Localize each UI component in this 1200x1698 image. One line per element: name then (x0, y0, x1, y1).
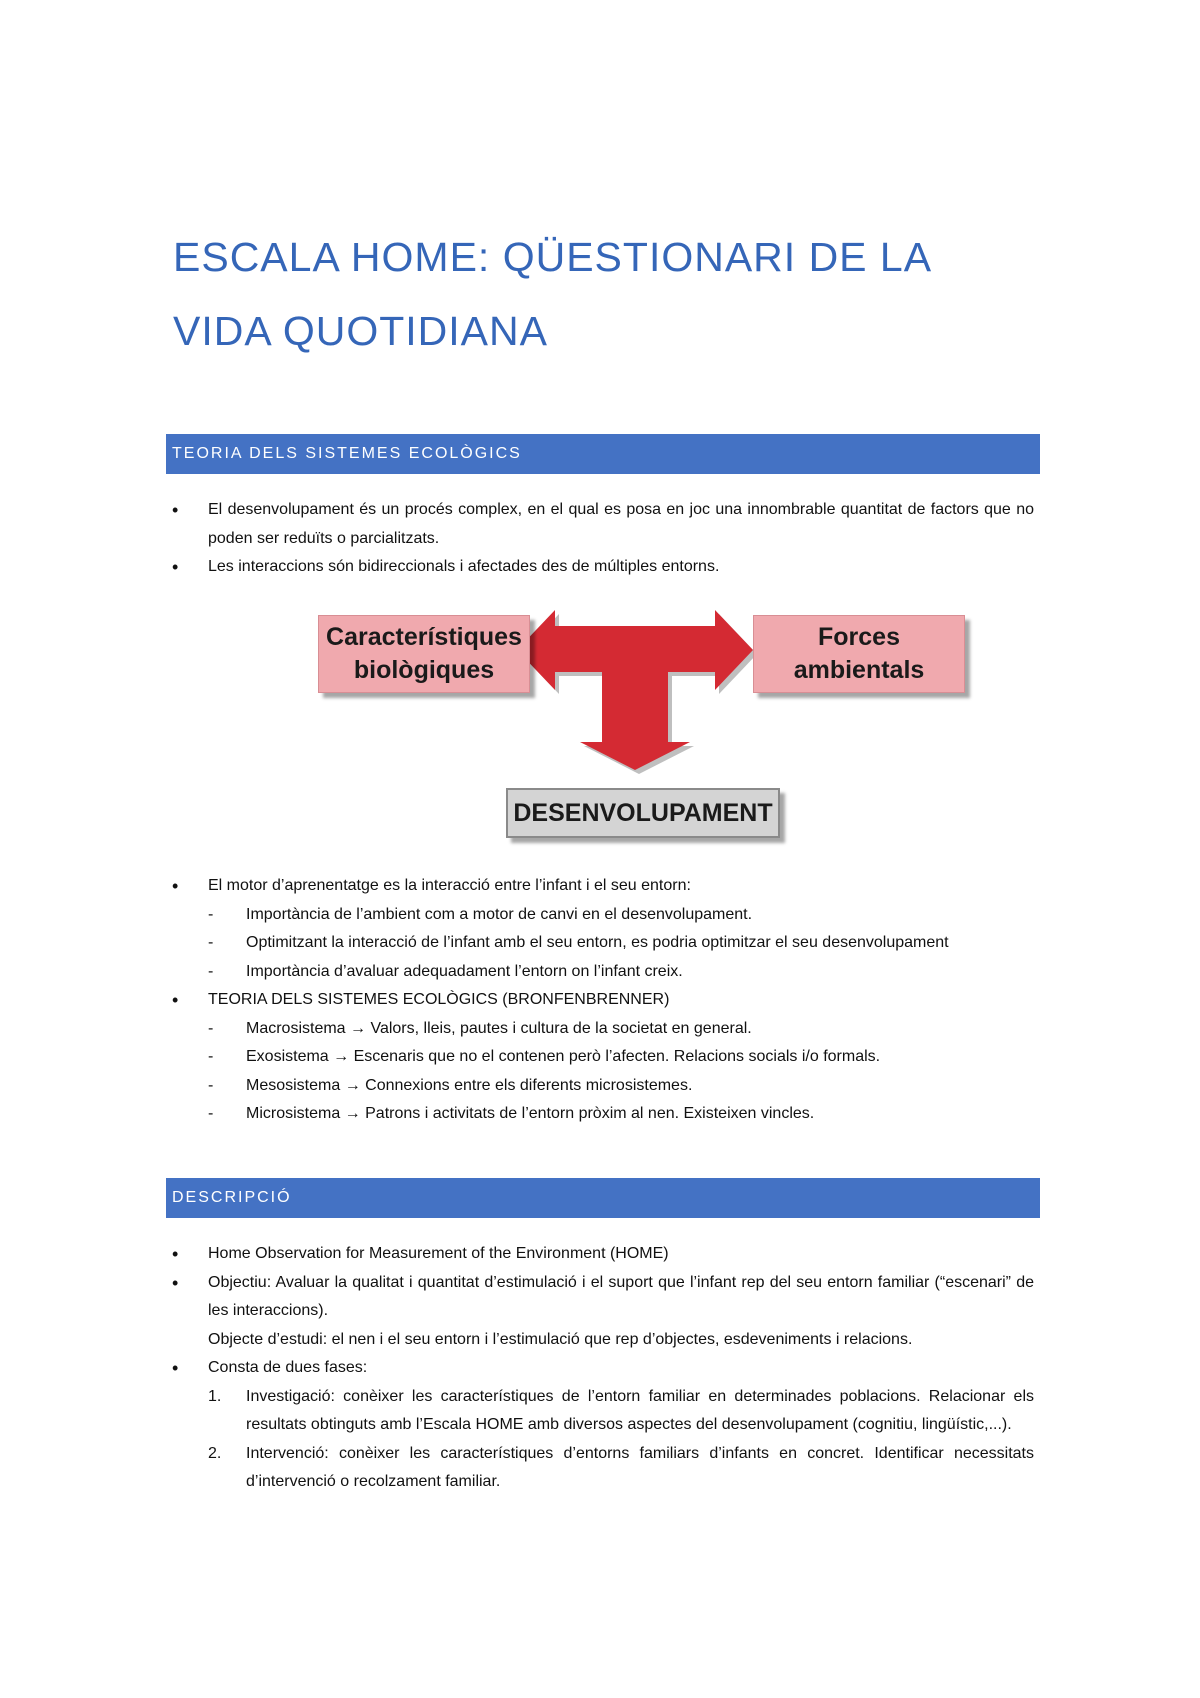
box-development: DESENVOLUPAMENT (506, 788, 780, 838)
objecte-text: Objecte d’estudi: el nen i el seu entorn i l’estimulació que rep d’objectes, esdeveniments i relacions. (208, 1330, 913, 1348)
bullet-list (172, 496, 1034, 582)
dash-item: - Microsistema → Patrons i activitats de l’entorn pròxim al nen. Existeixen vincles. (208, 1100, 1034, 1129)
list-item (172, 986, 1034, 1129)
consta-text: Consta de dues fases: (208, 1359, 368, 1376)
phase-number: 2. (208, 1444, 222, 1462)
dash-item: - Importància de l’ambient com a motor de canvi en el desenvolupament. (208, 901, 1034, 930)
list-item (172, 872, 1034, 986)
dash-item: - Importància d’avaluar adequadament l’entorn on l’infant creix. (208, 958, 1034, 987)
dash-item: - Exosistema → Escenaris que no el contenen però l’afecten. Relacions socials i/o formals. (208, 1043, 1034, 1072)
list-item: • Home Observation for Measurement of the Environment (HOME) (172, 1240, 1034, 1269)
list-item: • El desenvolupament és un procés complex, en el qual es posa en joc una innombrable quantitat de factors que no poden ser reduïts o parcialitzats. (172, 496, 1034, 553)
phase-number: 1. (208, 1387, 222, 1405)
phase-item (208, 1440, 1034, 1497)
bullet-teoria-text: TEORIA DELS SISTEMES ECOLÒGICS (BRONFENBRENNER) (208, 991, 670, 1008)
phase-text: Investigació: conèixer les característiques de l’entorn familiar en determinades poblacions. Relacionar els resultats obtinguts amb l’Escala HOME amb diversos aspectes del desenvolupament (cognitiu, lingüístic,...). (246, 1387, 1034, 1433)
phase-text: Intervenció: conèixer les característiques d’entorns familiars d’infants en concret. Identificar necessitats d’intervenció o recolzament familiar. (246, 1444, 1034, 1490)
section-descripcio-body (172, 1240, 1034, 1497)
dash-list (208, 901, 1034, 987)
objectiu-text: • Objectiu: Avaluar la qualitat i quantitat d’estimulació i el suport que l’infant rep del seu entorn familiar (“escenari” de les interaccions). (208, 1273, 1034, 1319)
list-item (172, 1269, 1034, 1355)
bullet-motor-text: El motor d’aprenentatge es la interacció entre l’infant i el seu entorn: (208, 877, 691, 894)
box-environmental-forces: Forces ambientals (753, 615, 965, 693)
phase-item (208, 1383, 1034, 1440)
dash-item: - Optimitzant la interacció de l’infant amb el seu entorn, es podria optimitzar el seu desenvolupament (208, 929, 1034, 958)
development-diagram (310, 610, 970, 850)
phase-list (208, 1383, 1034, 1497)
section-teoria-details (172, 872, 1034, 1129)
section-heading-descripcio: DESCRIPCIÓ (166, 1178, 1040, 1218)
bullet-list (172, 872, 1034, 1129)
dash-item: - Macrosistema → Valors, lleis, pautes i cultura de la societat en general. (208, 1015, 1034, 1044)
box-biological-characteristics: Característiques biològiques (318, 615, 530, 693)
t-arrow-shape (517, 610, 753, 770)
dash-item: - Mesosistema → Connexions entre els diferents microsistemes. (208, 1072, 1034, 1101)
list-item: • Les interaccions són bidireccionals i afectades des de múltiples entorns. (172, 553, 1034, 582)
bullet-list (172, 1240, 1034, 1497)
document-title (173, 220, 1053, 368)
title-line-1: ESCALA HOME: QÜESTIONARI DE LA (173, 234, 933, 280)
list-item (172, 1354, 1034, 1497)
title-line-2: VIDA QUOTIDIANA (173, 308, 548, 354)
dash-list (208, 1015, 1034, 1129)
section-teoria-intro (172, 496, 1034, 582)
section-heading-teoria: TEORIA DELS SISTEMES ECOLÒGICS (166, 434, 1040, 474)
